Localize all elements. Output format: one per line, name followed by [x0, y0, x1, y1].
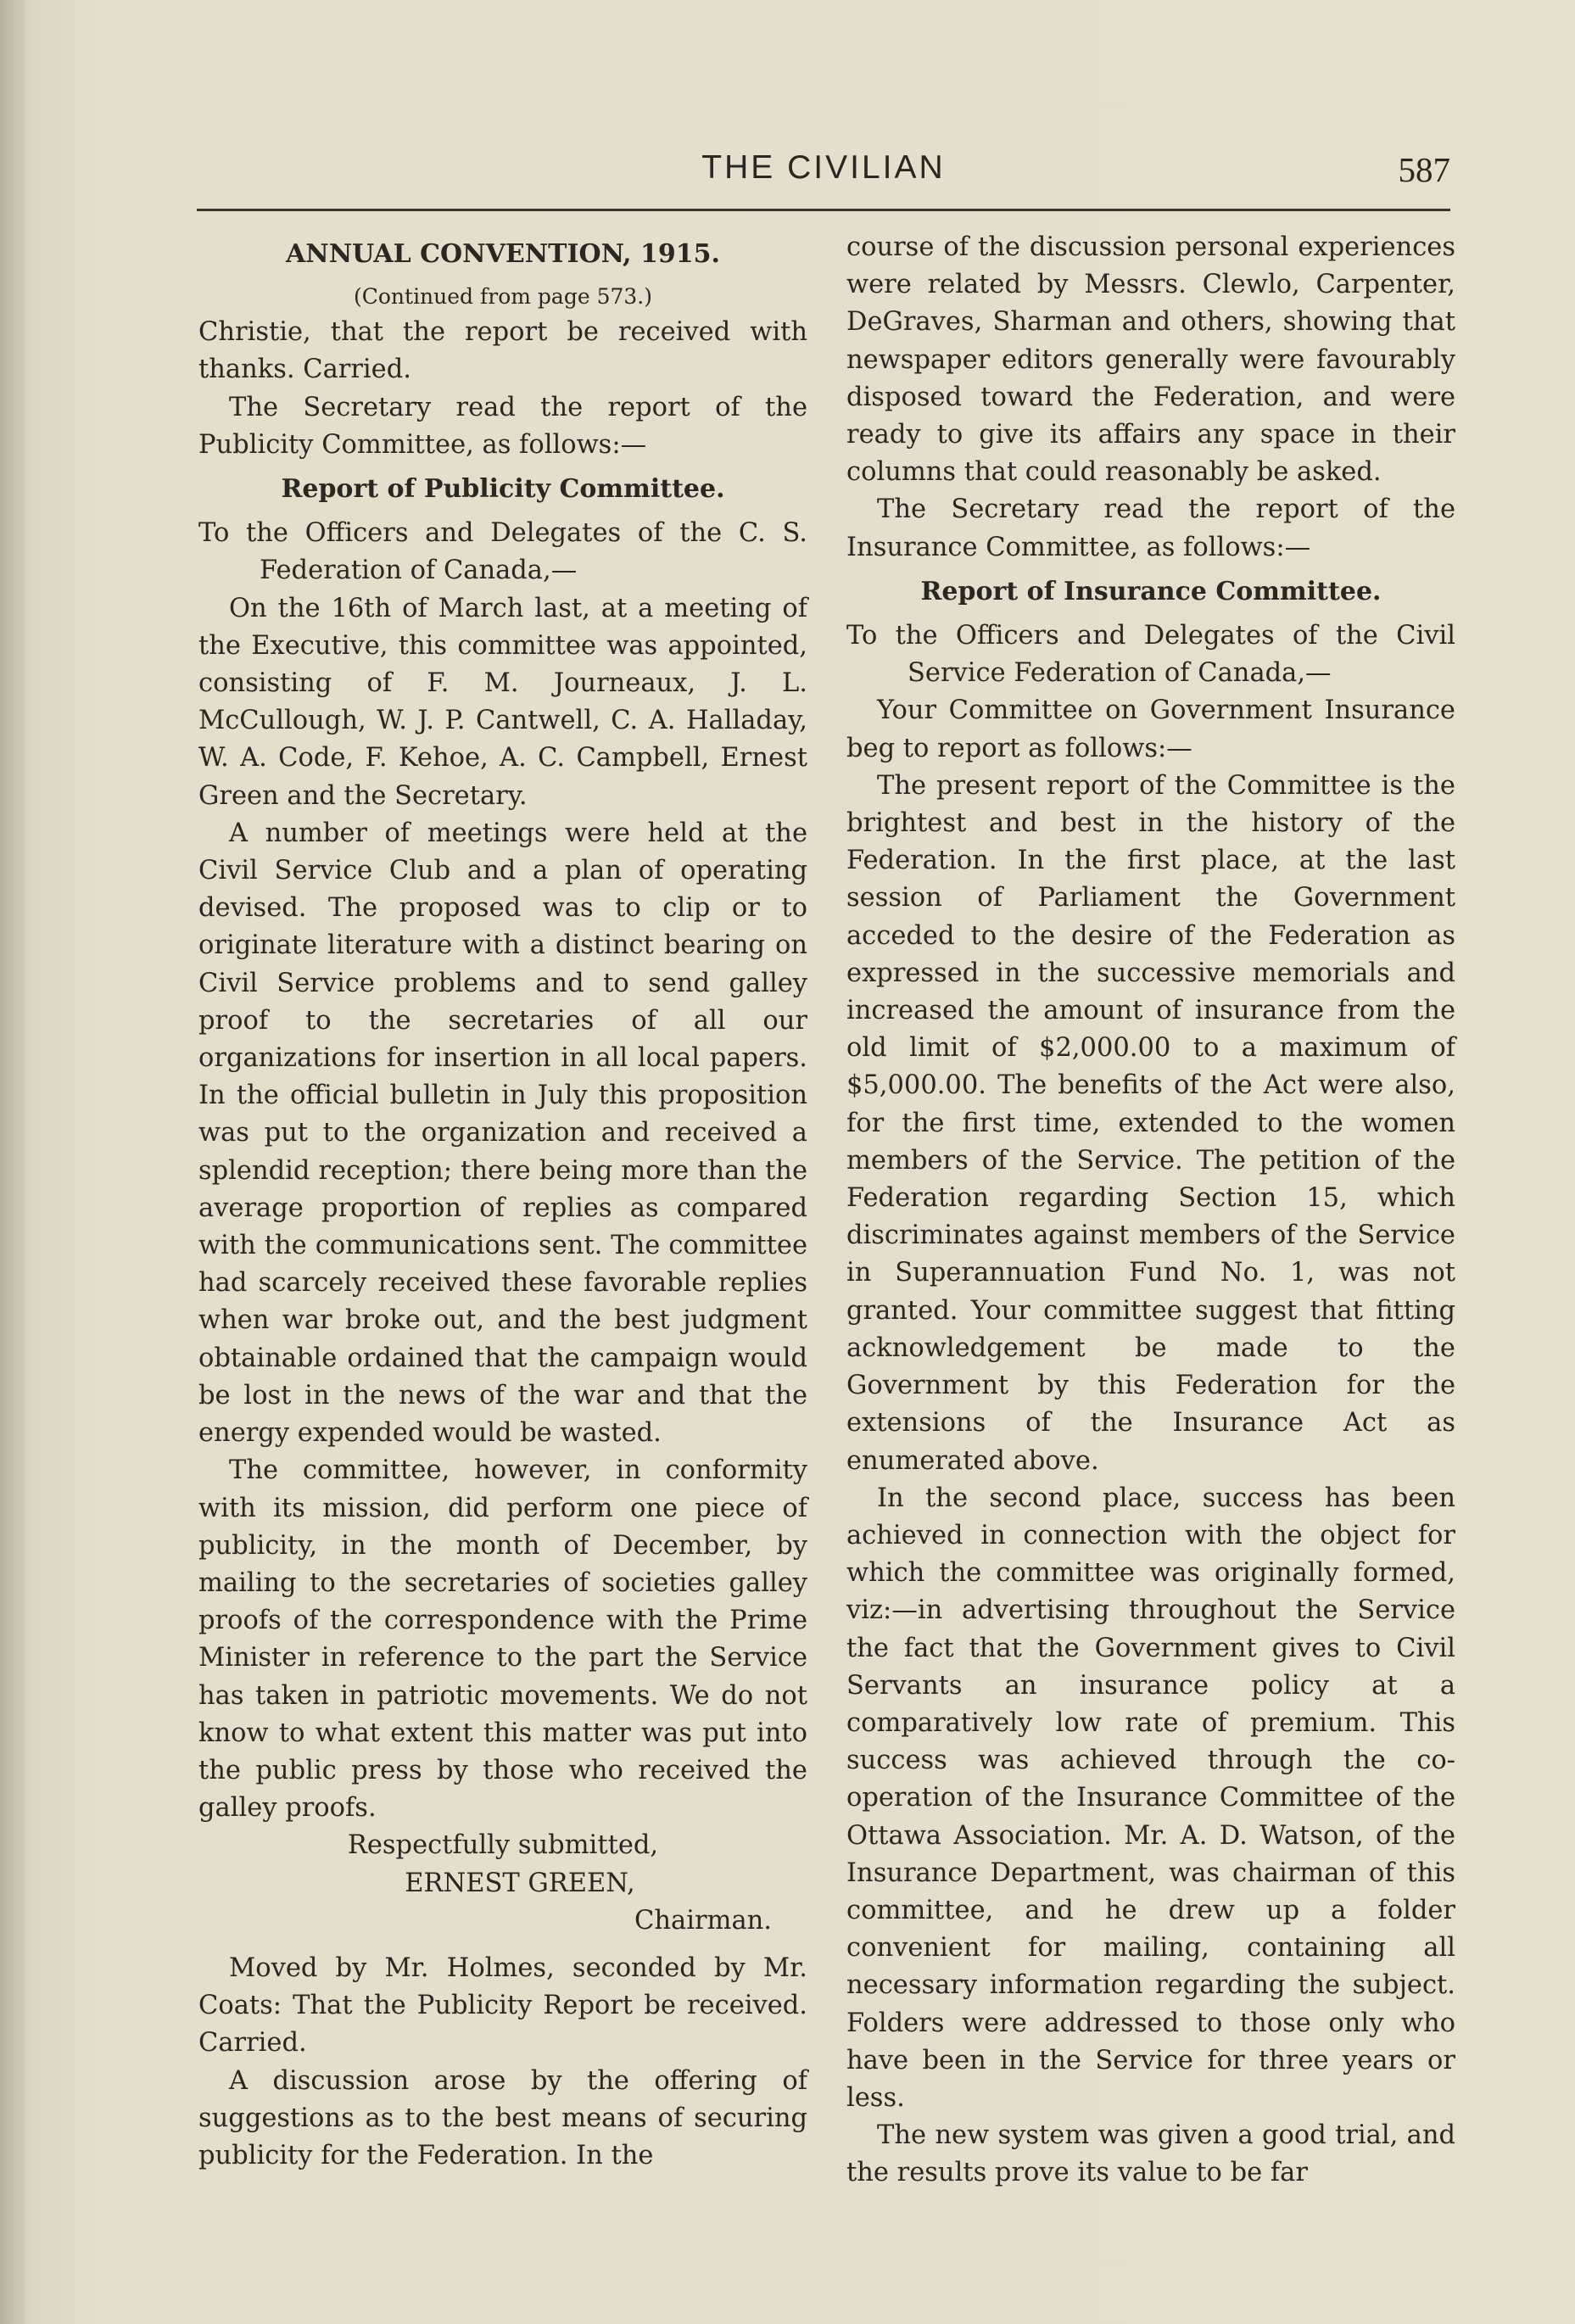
book-spine-shadow	[0, 0, 25, 2324]
section-title: ANNUAL CONVENTION, 1915.	[286, 239, 720, 269]
address-line: To the Officers and Delegates of the Civil Service Federation of Canada,—	[846, 621, 1455, 689]
left-column	[198, 229, 807, 2175]
signoff: Respectfully submitted,	[347, 1830, 659, 1861]
paragraph: A number of meetings were held at the Civil Service Club and a plan of operating devised. The proposed was to clip or to originate literature with a distinct bearing on Civil Service problems and to send galley proof to the secretaries of all our organizations for insertion in all local papers. In the official bulletin in July this proposition was put to the organization and received a splendid reception; there being more than the average proportion of replies as compared with the communications sent. The committee had scarcely received these favorable replies when war broke out, and the best judgment obtainable ordained that the campaign would be lost in the news of the war and that the energy expended would be wasted.	[198, 818, 807, 1449]
paragraph: Christie, that the report be received with thanks. Carried.	[198, 317, 807, 385]
paragraph: course of the discussion personal experiences were related by Messrs. Clewlo, Carpenter, DeGraves, Sharman and others, showing that newspaper editors generally were favourably disposed toward the Federation, and were ready to give its affairs any space in their columns that could reasonably be asked.	[846, 232, 1455, 488]
paragraph: Your Committee on Government Insurance beg to report as follows:—	[846, 696, 1455, 763]
paragraph: A discussion arose by the offering of suggestions as to the best means of securing publicity for the Federation. In the	[198, 2065, 807, 2170]
paragraph: Moved by Mr. Holmes, seconded by Mr. Coats: That the Publicity Report be received. Carried.	[198, 1952, 807, 2059]
signer-title: Chairman.	[634, 1905, 772, 1936]
paragraph: The committee, however, in conformity with its mission, did perform one piece of publicity, in the month of December, by mailing to the secretaries of societies galley proofs of the correspondence with the Prime Minister in reference to the part the Service has taken in patriotic movements. We do not know to what extent this matter was put into the public press by those who received the galley proofs.	[198, 1455, 807, 1824]
paragraph: The Secretary read the report of the Insurance Committee, as follows:—	[846, 494, 1455, 562]
right-column	[846, 229, 1455, 2193]
signer-name: ERNEST GREEN,	[405, 1868, 635, 1898]
paragraph: On the 16th of March last, at a meeting of the Executive, this committee was appointed, consisting of F. M. Journeaux, J. L. McCullough, W. J. P. Cantwell, C. A. Halladay, W. A. Code, F. Kehoe, A. C. Campbell, Ernest Green and the Secretary.	[198, 593, 807, 811]
page-header	[197, 149, 1450, 200]
page-number: 587	[1398, 150, 1450, 189]
continued-note: (Continued from page 573.)	[353, 284, 652, 310]
publicity-report-heading: Report of Publicity Committee.	[281, 474, 725, 505]
header-rule	[197, 209, 1450, 211]
address-line: To the Officers and Delegates of the C. S. Federation of Canada,—	[198, 518, 807, 586]
paragraph: The Secretary read the report of the Publicity Committee, as follows:—	[198, 392, 807, 460]
paragraph: In the second place, success has been achieved in connection with the object for which the committee was originally formed, viz:—in advertising throughout the Service the fact that the Government gives to Civil Servants an insurance policy at a comparatively low rate of premium. This success was achieved through the co-operation of the Insurance Committee of the Ottawa Association. Mr. A. D. Watson, of the Insurance Department, was chairman of this committee, and he drew up a folder convenient for mailing, containing all necessary information regarding the subject. Folders were addressed to those only who have been in the Service for three years or less.	[846, 1483, 1455, 2113]
paragraph: The present report of the Committee is the brightest and best in the history of the Federation. In the first place, at the last session of Parliament the Government acceded to the desire of the Federation as expressed in the successive memorials and increased the amount of insurance from the old limit of $2,000.00 to a maximum of $5,000.00. The benefits of the Act were also, for the first time, extended to the women members of the Service. The petition of the Federation regarding Section 15, which discriminates against members of the Service in Superannuation Fund No. 1, was not granted. Your committee suggest that fitting acknowledgement be made to the Government by this Federation for the extensions of the Insurance Act as enumerated above.	[846, 770, 1455, 1476]
paragraph: The new system was given a good trial, and the results prove its value to be far	[846, 2120, 1455, 2188]
insurance-report-heading: Report of Insurance Committee.	[920, 576, 1382, 606]
running-title: THE CIVILIAN	[701, 149, 946, 186]
